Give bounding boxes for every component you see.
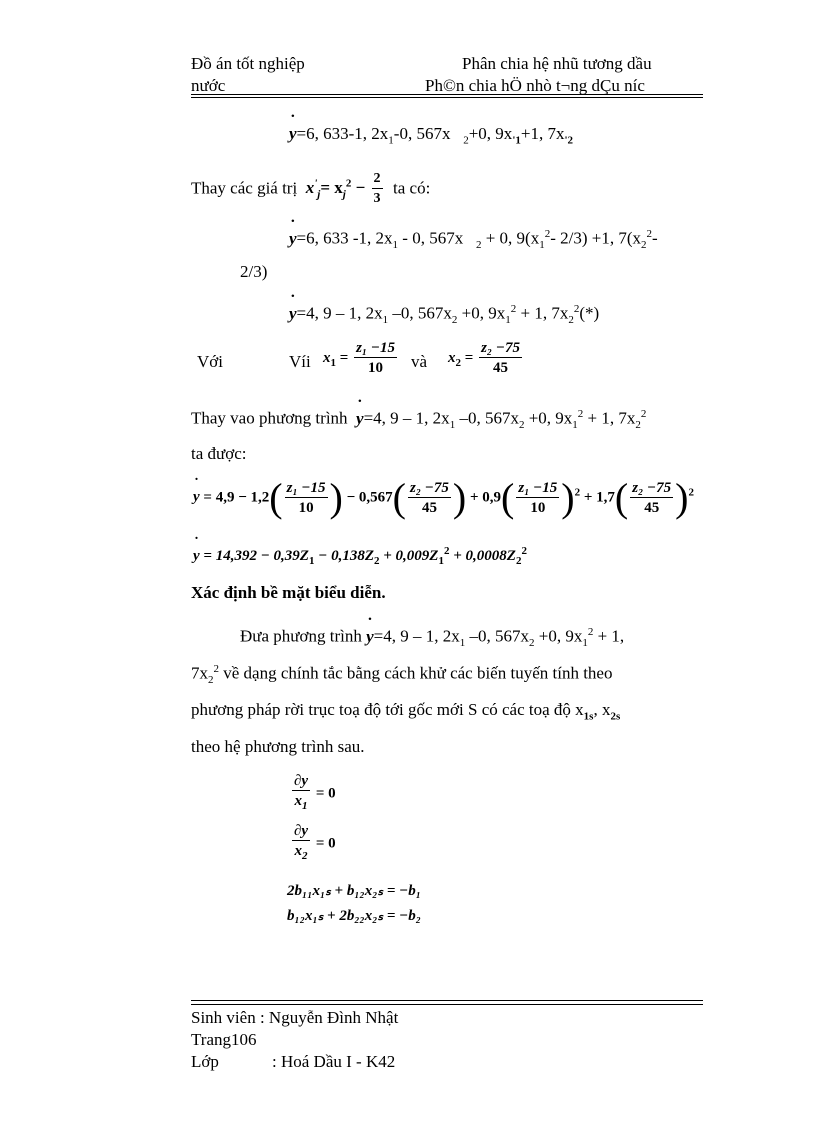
- expanded-equation: ˙ y = 4,9 − 1,2( $\frac{\text{z₁ −15}}{10}$ ) − 0,567( $\frac{\text{z₂ −75}}{45}$ ) + 0,9( $\frac{\text{z₁ −15}}{10}$ )$^2$ + 1,7( $\frac{\text{z₂ −75}}{45}$ )$^2$: [193, 478, 694, 518]
- y-hat-symbol: ˙ y: [356, 409, 364, 429]
- substitution-line: Thay các giá trị $x'_j= x_j^2$ − $\frac{2}{3}$ ta có:: [191, 171, 431, 206]
- thay-vao-line: Thay vao phương trình ˙ y=4, 9 – 1, $2x_1$ –0, $567x_2 +0$, $9x_1^2 + 1$, $7x_2^2$: [191, 408, 646, 431]
- y-hat-symbol: ˙ y: [193, 548, 200, 565]
- final-equation: ˙ $y = 14,392 - 0,39Z_1 - 0,138Z_2 + 0,009Z_1^2 + 0,0008Z_2^2$: [193, 545, 527, 567]
- header-rule: [191, 94, 703, 95]
- x1-definition: $x_1$ = $\frac{\text{z₁ −15}}{10}$: [323, 340, 395, 376]
- paragraph-line-2: $7x_2^2$ về dạng chính tắc bằng cách khử các biến tuyến tính theo: [191, 663, 613, 687]
- y-hat-symbol: ˙ y: [289, 229, 297, 249]
- footer-student: Sinh viên : Nguyễn Đình Nhật: [191, 1008, 399, 1027]
- equation-2: ˙ y=6, 633 -1, $2x_1 - 0$, 567x $_2$ + 0, $9(x_1^2-$ 2/3) +1, $7(x_2^2-$: [289, 228, 658, 251]
- equation-1: ˙ y=6, 633-1, $2x_1-0$, 567x $_2$+0, $9x_{'1}+1$, $7x_{'2}$: [289, 124, 573, 146]
- vii-label: Víi: [289, 352, 311, 371]
- header-left-line1: Đồ án tốt nghiệp: [191, 54, 305, 73]
- x2-definition: $x_2$ = $\frac{\text{z₂ −75}}{45}$: [448, 340, 520, 376]
- va-label: và: [411, 352, 428, 371]
- footer-class-value: : Hoá Dầu I - K42: [272, 1052, 396, 1071]
- y-hat-symbol: ˙ y: [289, 124, 297, 144]
- voi-label: Với: [197, 352, 223, 371]
- ta-duoc: ta được:: [191, 444, 247, 463]
- header-right-line1: Phân chia hệ nhũ tương dầu: [462, 54, 652, 73]
- footer-page-number: Trang106: [191, 1030, 257, 1049]
- header-right-line2: Ph©n chia hÖ nhò t¬ng dÇu níc: [425, 76, 645, 95]
- y-hat-symbol: ˙ y: [366, 627, 374, 647]
- footer-class-label: Lớp: [191, 1052, 219, 1071]
- footer-rule-double: [191, 1004, 703, 1005]
- paragraph-line-4: theo hệ phương trình sau.: [191, 737, 365, 756]
- system-equation-2: b₁₂x₁ₛ + 2b₂₂x₂ₛ = −b₂: [287, 908, 421, 924]
- partial-derivative-2: $\frac{\partial y}{x_2}$ = 0: [294, 823, 336, 862]
- header-left-line2: nước: [191, 76, 226, 95]
- system-equation-1: 2b₁₁x₁ₛ + b₁₂x₂ₛ = −b₁: [287, 883, 421, 899]
- section-title: Xác định bề mặt biểu diễn.: [191, 583, 386, 602]
- paragraph-line-3: phương pháp rời trục toạ độ tới gốc mới S có các toạ độ $x_{1s}$, $x_{2s}$: [191, 700, 621, 723]
- header-rule-double: [191, 97, 703, 98]
- y-hat-symbol: ˙ y: [193, 489, 200, 506]
- partial-derivative-1: $\frac{\partial y}{x_1}$ = 0: [294, 773, 336, 812]
- footer-rule: [191, 1000, 703, 1001]
- equation-3: ˙ y=4, 9 – 1, $2x_1$ –0, $567x_2 +0$, $9x_1^2 + 1$, $7x_2^2(*)$: [289, 303, 599, 326]
- equation-2-wrap: 2/3): [240, 262, 268, 281]
- y-hat-symbol: ˙ y: [289, 304, 297, 324]
- paragraph-line-1: Đưa phương trình ˙ y=4, 9 – 1, $2x_1$ –0, $567x_2 +0$, $9x_1^2 + 1$,: [240, 626, 624, 649]
